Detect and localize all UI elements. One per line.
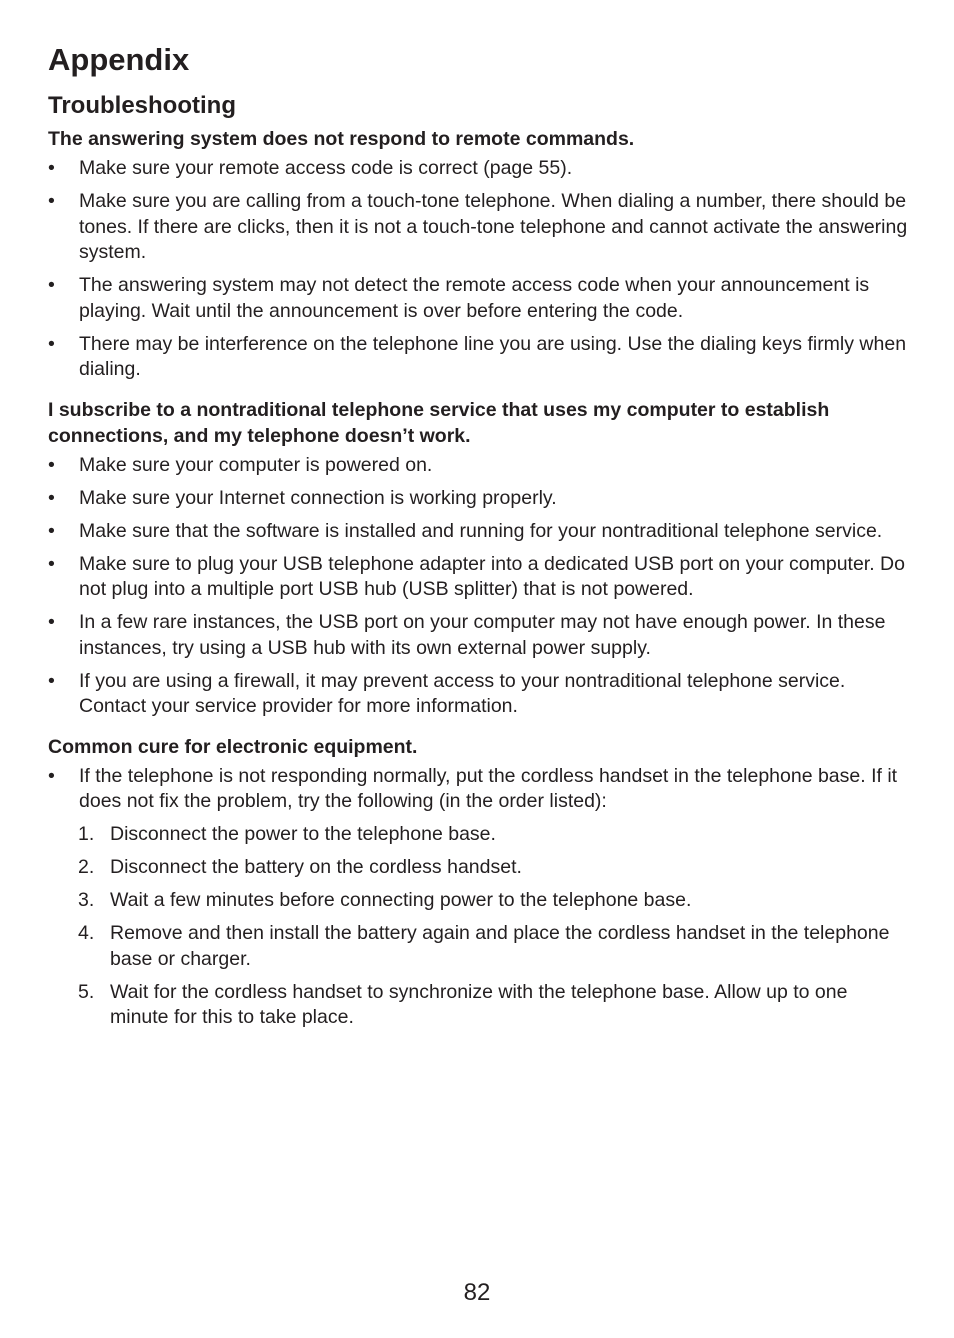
list-item-text: Make sure you are calling from a touch-tone telephone. When dialing a number, there should be tones. If there are clicks, then it is not a touch-tone telephone and cannot activate the answering system. (79, 190, 908, 263)
list-item (48, 273, 910, 324)
list-item (48, 156, 910, 182)
step-item (48, 921, 910, 972)
issue-heading: Common cure for electronic equipment. (48, 735, 418, 758)
step-text: Remove and then install the battery again and place the cordless handset in the telephone base or charger. (110, 922, 890, 970)
step-number: 1. (78, 823, 95, 845)
bullet-icon: • (48, 453, 55, 476)
list-item-text: If you are using a firewall, it may prevent access to your nontraditional telephone service. Contact your service provider for more information. (79, 669, 846, 717)
list-item (48, 519, 910, 545)
step-item (48, 855, 910, 881)
list-item-text: Make sure your Internet connection is working properly. (79, 486, 557, 509)
list-item-text: In a few rare instances, the USB port on your computer may not have enough power. In these instances, try using a USB hub with its own external power supply. (79, 611, 886, 659)
page-title: Appendix (48, 42, 190, 77)
bullet-list (48, 156, 910, 383)
list-item-text: There may be interference on the telephone line you are using. Use the dialing keys firmly when dialing. (79, 332, 907, 380)
step-text: Wait for the cordless handset to synchronize with the telephone base. Allow up to one minute for this to take place. (110, 980, 848, 1028)
bullet-icon: • (48, 332, 55, 355)
numbered-steps (48, 822, 910, 1031)
list-item (48, 453, 910, 479)
bullet-icon: • (48, 611, 55, 633)
bullet-icon: • (48, 669, 55, 692)
list-item (48, 610, 910, 661)
bullet-icon: • (48, 519, 55, 542)
issue-heading: I subscribe to a nontraditional telephone service that uses my computer to establish connections, and my telephone doesn’t work. (48, 398, 830, 447)
step-text: Disconnect the power to the telephone base. (110, 823, 496, 845)
list-item (48, 764, 910, 815)
step-text: Disconnect the battery on the cordless handset. (110, 856, 522, 878)
bullet-icon: • (48, 274, 55, 296)
bullet-list (48, 453, 910, 720)
bullet-list (48, 764, 910, 815)
page-number: 82 (463, 1279, 491, 1306)
step-number: 2. (78, 856, 95, 878)
bullet-icon: • (48, 552, 55, 575)
bullet-icon: • (48, 486, 55, 509)
list-item (48, 189, 910, 266)
step-item (48, 980, 910, 1031)
bullet-icon: • (48, 157, 55, 179)
step-item (48, 822, 910, 848)
step-number: 5. (78, 980, 95, 1003)
bullet-icon: • (48, 190, 55, 212)
list-item (48, 332, 910, 383)
list-item-text: Make sure your computer is powered on. (79, 453, 433, 476)
list-item (48, 552, 910, 603)
list-item (48, 669, 910, 720)
list-item-text: If the telephone is not responding normally, put the cordless handset in the telephone base. If it does not fix the problem, try the following (in the order listed): (79, 764, 898, 812)
step-number: 3. (78, 889, 95, 911)
list-item-text: Make sure your remote access code is correct (page 55). (79, 157, 573, 179)
list-item-text: Make sure to plug your USB telephone adapter into a dedicated USB port on your computer. Do not plug into a multiple port USB hub (USB splitter) that is not powered. (79, 552, 905, 600)
list-item-text: The answering system may not detect the remote access code when your announcement is playing. Wait until the announcement is over before entering the code. (79, 274, 870, 322)
page-content (48, 38, 910, 1038)
step-text: Wait a few minutes before connecting power to the telephone base. (110, 889, 692, 911)
section-title: Troubleshooting (48, 92, 236, 119)
step-number: 4. (78, 922, 95, 944)
list-item-text: Make sure that the software is installed and running for your nontraditional telephone service. (79, 519, 883, 542)
bullet-icon: • (48, 764, 55, 787)
list-item (48, 486, 910, 512)
step-item (48, 888, 910, 914)
issue-heading: The answering system does not respond to remote commands. (48, 128, 635, 150)
